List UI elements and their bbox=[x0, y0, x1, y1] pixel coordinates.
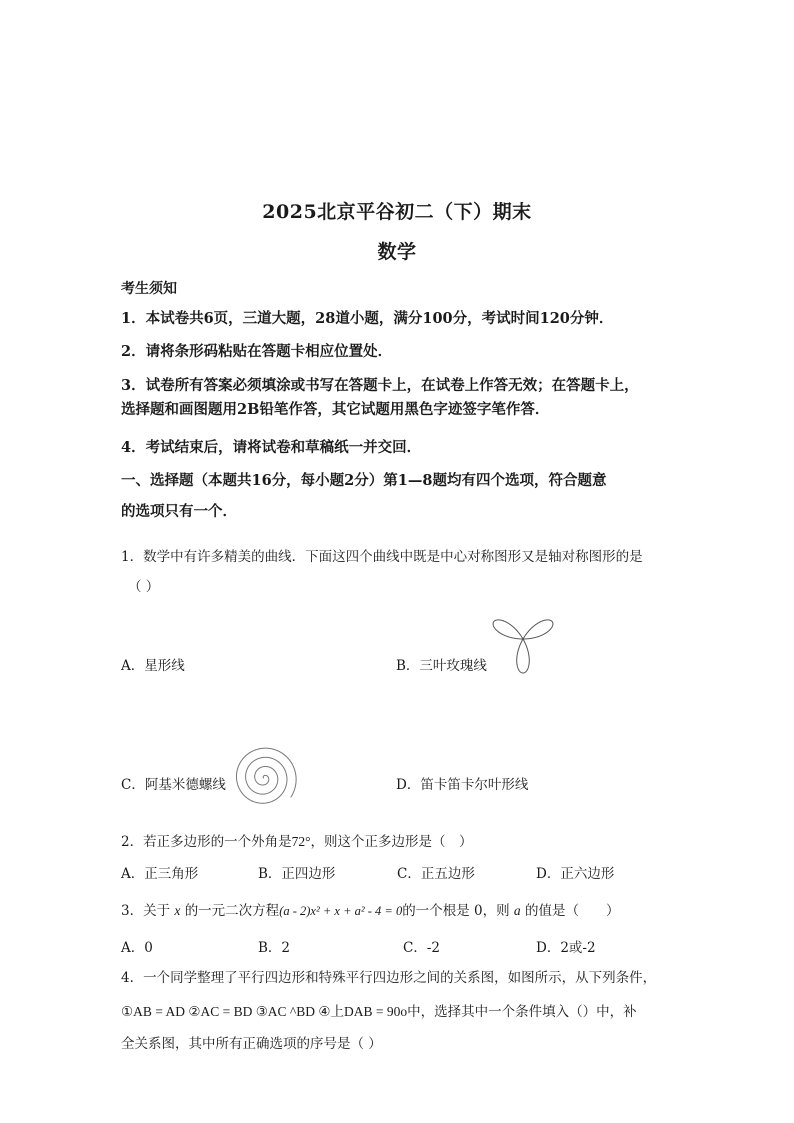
section-heading-cont: 的选项只有一个． bbox=[121, 503, 237, 520]
notice-item-3: 3．试卷所有答案必须填涂或书写在答题卡上，在试卷上作答无效；在答题卡上， bbox=[121, 377, 639, 394]
q2-option-c: C．正五边形 bbox=[397, 866, 475, 882]
q1-stem: 1．数学中有许多精美的曲线．下面这四个曲线中既是中心对称图形又是轴对称图形的是 bbox=[121, 549, 643, 565]
notice-item-4: 4．考试结束后，请将试卷和草稿纸一并交回． bbox=[121, 439, 422, 456]
q2-stem-after: ，则这个正多边形是（ ） bbox=[310, 834, 473, 850]
q1-answer-paren: （ ） bbox=[128, 579, 160, 595]
notice-heading: 考生须知 bbox=[121, 281, 177, 297]
q3-var-x: x bbox=[174, 903, 181, 918]
exam-subject: 数学 bbox=[377, 241, 417, 263]
notice-item-3-cont: 选择题和画图题用2B铅笔作答，其它试题用黑色字迹签字笔作答． bbox=[121, 401, 550, 418]
q4-stem-line3: 全关系图，其中所有正确选项的序号是（ ） bbox=[121, 1036, 382, 1052]
q3-equation: (a - 2)x² + x + a² - 4 = 0 bbox=[279, 904, 403, 918]
q3-prefix: 3．关于 bbox=[121, 903, 171, 919]
q3-suffix1: 的一个根是 0，则 bbox=[402, 903, 510, 919]
q3-option-d: D．2或-2 bbox=[536, 940, 596, 956]
q2-angle: 72° bbox=[291, 834, 311, 849]
section-heading: 一、选择题（本题共16分，每小题2分）第1—8题均有四个选项，符合题意 bbox=[121, 472, 607, 489]
q1-option-d: D．笛卡笛卡尔叶形线 bbox=[396, 777, 529, 793]
q2-stem bbox=[121, 830, 473, 850]
q3-option-b: B．2 bbox=[258, 940, 291, 956]
q3-stem bbox=[121, 899, 619, 919]
q2-option-d: D．正六边形 bbox=[536, 866, 615, 882]
q1-option-b: B．三叶玫瑰线 bbox=[396, 658, 487, 674]
notice-item-2: 2．请将条形码粘贴在答题卡相应位置处． bbox=[121, 343, 393, 360]
q3-option-a: A．0 bbox=[121, 940, 153, 956]
q4-conditions: ①AB = AD ②AC = BD ③AC ^BD ④上DAB = 90o bbox=[121, 1004, 408, 1019]
q3-option-c: C．-2 bbox=[403, 940, 440, 956]
q4-line2-tail: 中，选择其中一个条件填入（）中，补 bbox=[407, 1004, 637, 1020]
exam-title: 2025北京平谷初二（下）期末 bbox=[262, 201, 532, 223]
q2-option-a: A．正三角形 bbox=[121, 866, 199, 882]
q3-var-a: a bbox=[513, 903, 521, 918]
q1-option-a: A．星形线 bbox=[121, 658, 185, 674]
three-leaf-rose-icon bbox=[488, 603, 558, 675]
q2-stem-before: 2．若正多边形的一个外角是 bbox=[121, 834, 292, 850]
q1-option-c: C．阿基米德螺线 bbox=[121, 777, 226, 793]
q4-stem-line1: 4．一个同学整理了平行四边形和特殊平行四边形之间的关系图，如图所示，从下列条件， bbox=[121, 970, 657, 986]
q3-suffix2: 的值是（ ） bbox=[524, 903, 620, 919]
q2-option-b: B．正四边形 bbox=[258, 866, 336, 882]
q4-stem-line2 bbox=[121, 1000, 637, 1020]
q3-mid: 的一元二次方程 bbox=[184, 903, 280, 919]
archimedean-spiral-icon bbox=[228, 742, 300, 814]
notice-item-1: 1．本试卷共6页，三道大题，28道小题，满分100分，考试时间120分钟． bbox=[121, 310, 614, 327]
